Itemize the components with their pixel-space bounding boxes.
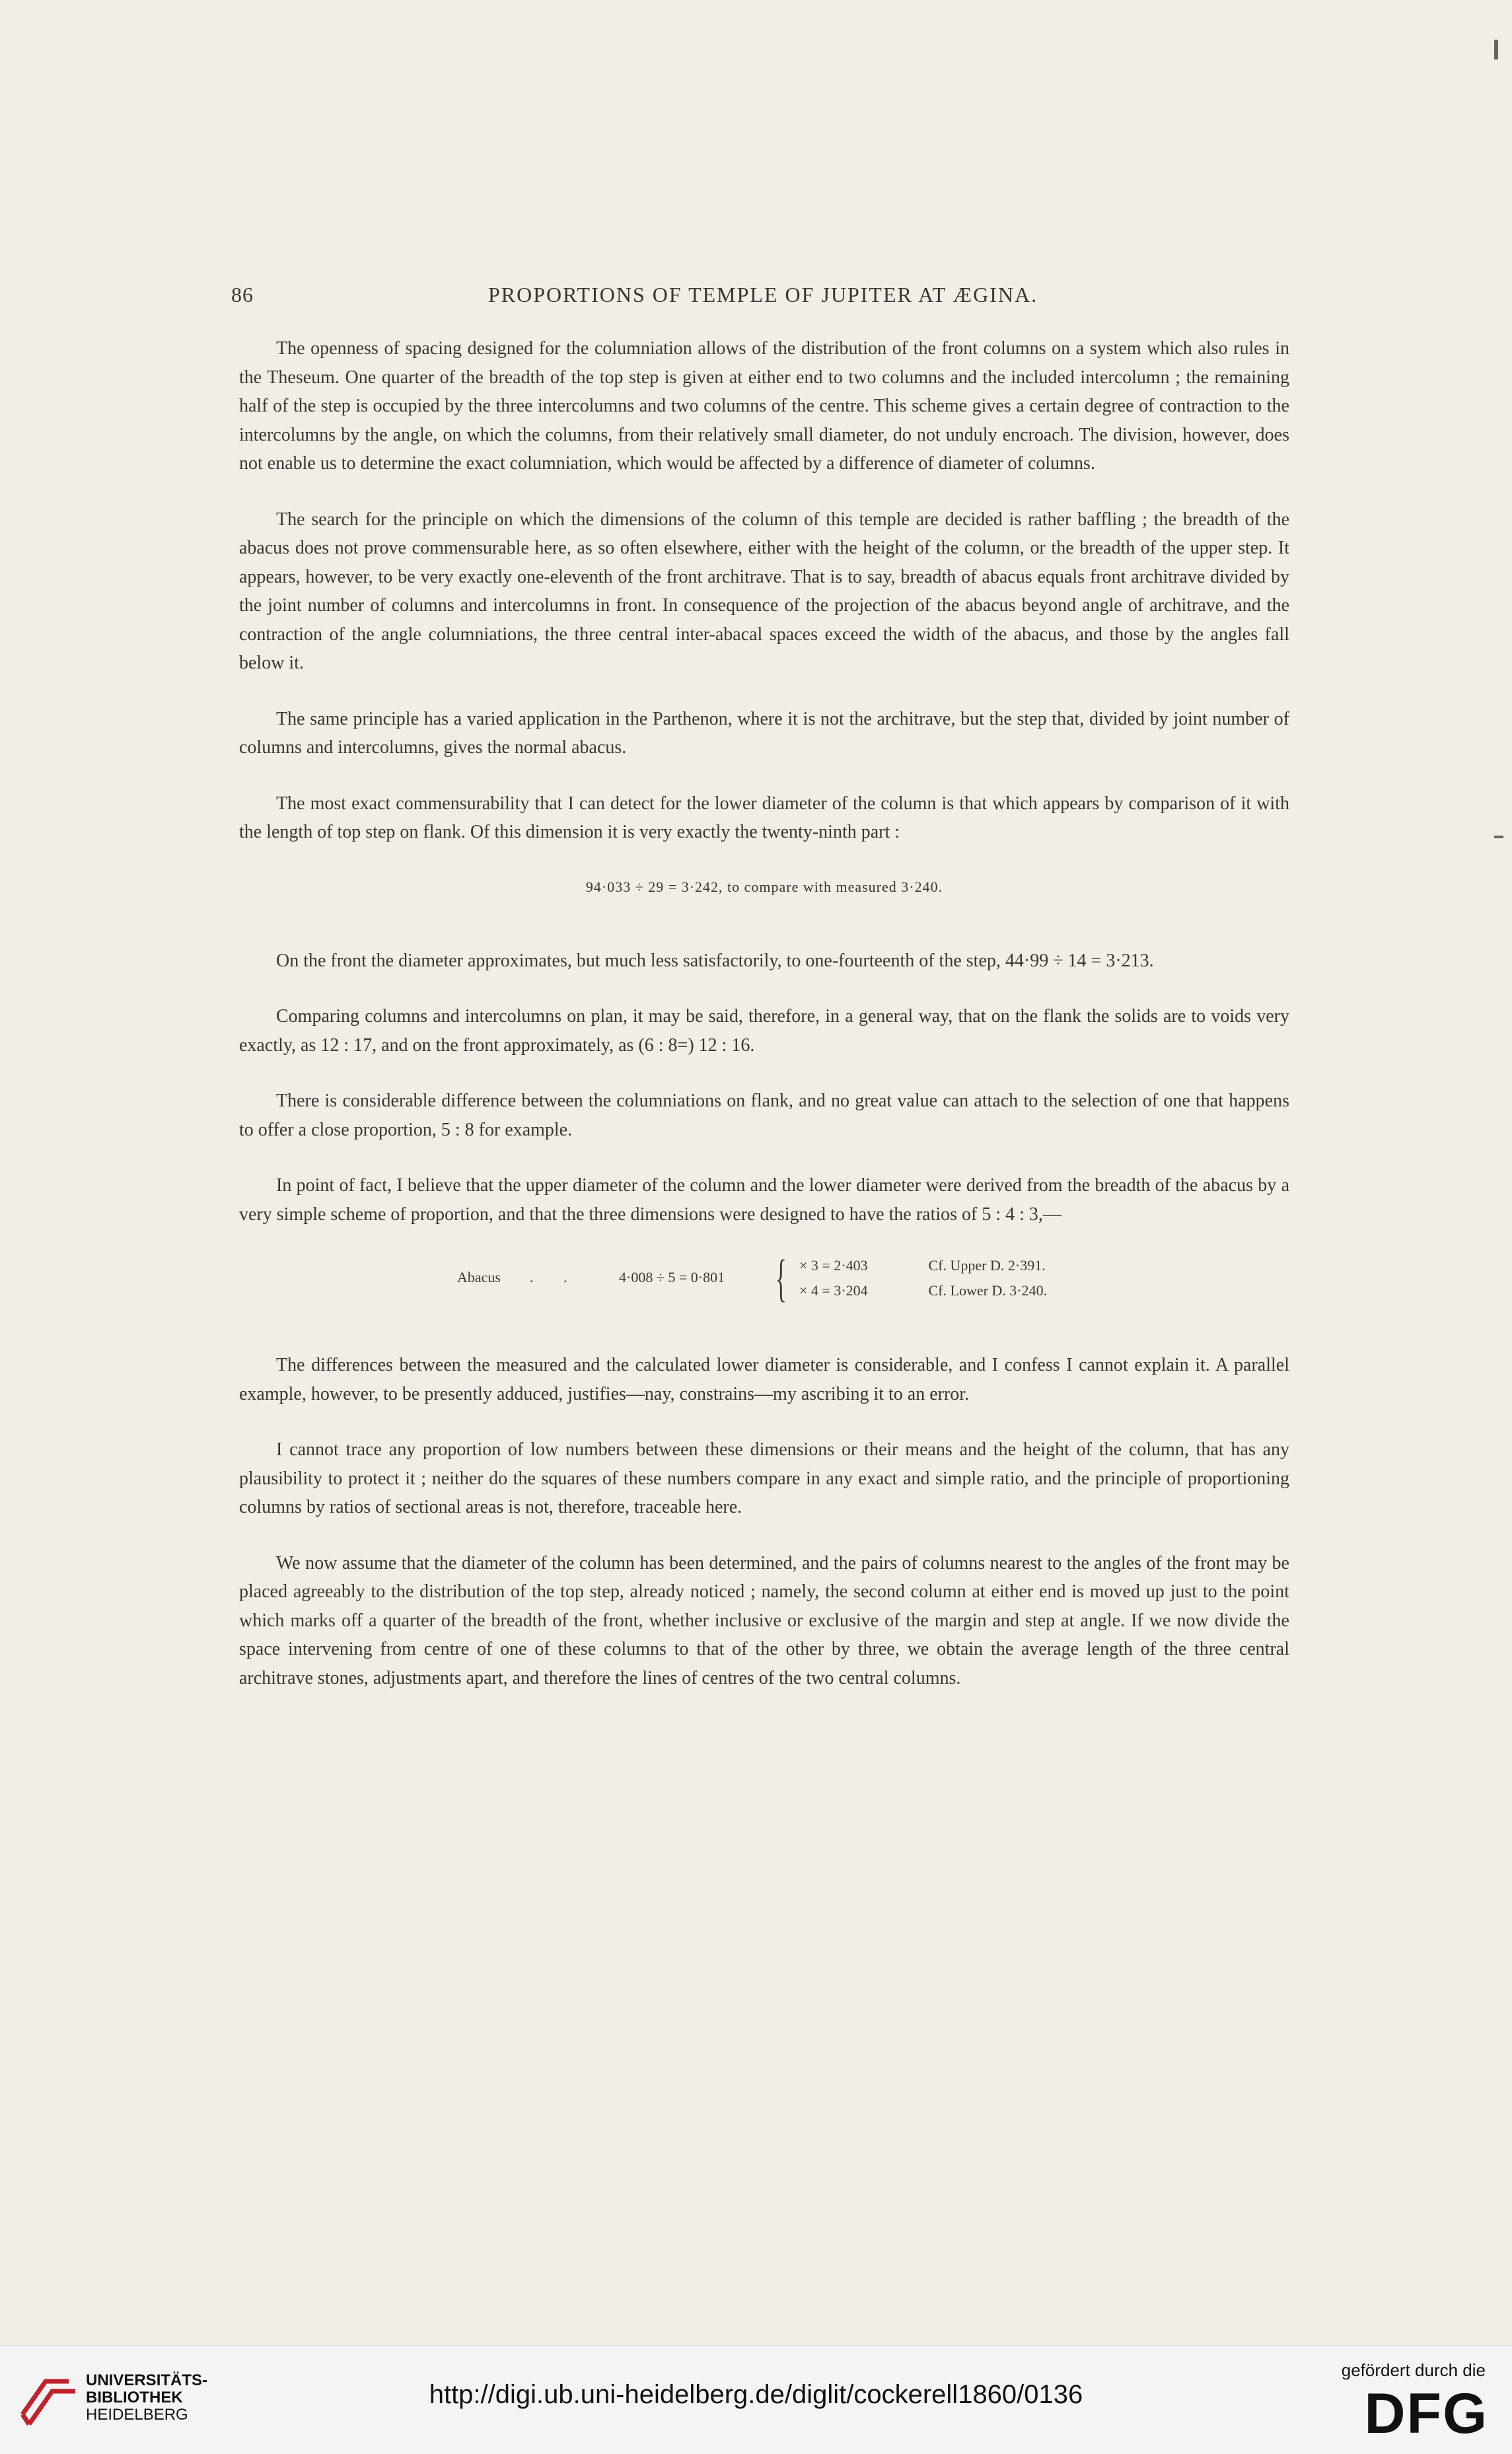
ratio-compare: Cf. Upper D. 2·391. — [928, 1257, 1046, 1274]
funder-label: gefördert durch die — [1341, 2360, 1486, 2380]
paragraph: The most exact commensurability that I can detect for the lower diameter of the column is that which appears by comparison of it with the length of top step on flank. Of this dimension it is very exactly the twenty-ninth part : — [239, 793, 1289, 842]
library-name: UNIVERSITÄTS- BIBLIOTHEK HEIDELBERG — [86, 2371, 208, 2424]
paragraph: The same principle has a varied application in the Parthenon, where it is not the architrave, but the step that, divided by joint number of columns and intercolumns, gives the normal abacus. — [239, 708, 1289, 758]
paragraph: Comparing columns and intercolumns on plan, it may be said, therefore, in a general way, that on the flank the solids are to voids very exactly, as 12 : 17, and on the front approximately, as (6 : 8=) 12 : 16. — [239, 1006, 1289, 1056]
viewer-footer — [0, 2345, 1512, 2454]
paragraph: I cannot trace any proportion of low numbers between these dimensions or their means and the height of the column, that has any plausibility to protect it ; neither do the squares of these numbers compare in any exact and simple ratio, and the principle of proportioning columns by ratios of sectional areas is not, therefore, traceable here. — [239, 1439, 1289, 1517]
margin-mark — [1494, 836, 1503, 838]
paragraph: The differences between the measured and the calculated lower diameter is considerable, and I confess I cannot explain it. A parallel example, however, to be presently adduced, justifies—nay, constrains—my ascribing it to an error. — [239, 1355, 1289, 1404]
ratio-row — [799, 1282, 1047, 1299]
ratio-leader-dots: . . — [530, 1269, 581, 1285]
paragraph: In point of fact, I believe that the upper diameter of the column and the lower diameter were derived from the breadth of the abacus by a very simple scheme of proportion, and that the three dimensions were designed to have the ratios of 5 : 4 : 3,— — [239, 1175, 1289, 1225]
ratio-result: × 4 = 3·204 — [799, 1282, 868, 1299]
paragraph: We now assume that the diameter of the column has been determined, and the pairs of columns nearest to the angles of the front may be placed agreeably to the distribution of the top step, already noticed ; namely, the second column at either end is moved up just to the point which marks off a quarter of the breadth of the front, whether inclusive or exclusive of the margin and step at angle. If we now divide the space intervening from centre of one of these columns to that of the other by three, we obtain the average length of the three central architrave stones, adjustments apart, and therefore the lines of centres of the two central columns. — [239, 1552, 1289, 1688]
ratio-result: × 3 = 2·403 — [799, 1257, 868, 1274]
formula-line: 94·033 ÷ 29 = 3·242, to compare with measured 3·240. — [585, 878, 943, 895]
text-body — [239, 334, 1289, 1719]
document-url-link[interactable]: http://digi.ub.uni-heidelberg.de/diglit/cockerell1860/0136 — [429, 2380, 1083, 2409]
page-title: PROPORTIONS OF TEMPLE OF JUPITER AT ÆGINA. — [487, 283, 1038, 307]
paragraph: The openness of spacing designed for the columniation allows of the distribution of the front columns on a system which also rules in the Theseum. One quarter of the breadth of the top step is given at either end to two columns and the included intercolumn ; the remaining half of the step is occupied by the three intercolumns and two columns of the centre. This scheme gives a certain degree of contraction to the intercolumns by the angle, on which the columns, from their relatively small diameter, do not unduly encroach. The division, however, does not enable us to determine the exact columniation, which would be affected by a difference of diameter of columns. — [239, 338, 1289, 474]
running-header — [231, 283, 1295, 316]
ratio-row — [799, 1257, 1046, 1274]
ratio-equation — [239, 1249, 1289, 1309]
paragraph: There is considerable difference between the columniations on flank, and no great value can attach to the selection of one that happens to offer a close proportion, 5 : 8 for example. — [239, 1091, 1289, 1140]
ratio-calc: 4·008 ÷ 5 = 0·801 — [619, 1269, 725, 1285]
brace-glyph: { — [775, 1249, 787, 1307]
page-number: 86 — [231, 283, 254, 307]
paragraph: On the front the diameter approximates, but much less satisfactorily, to one-fourteenth of the step, 44·99 ÷ 14 = 3·213. — [276, 950, 1154, 971]
ratio-label: Abacus — [457, 1269, 501, 1285]
margin-mark — [1494, 40, 1498, 59]
dfg-logo: DFG — [1364, 2382, 1488, 2445]
ratio-compare: Cf. Lower D. 3·240. — [928, 1282, 1048, 1299]
paragraph: The search for the principle on which the dimensions of the column of this temple are decided is rather baffling ; the breadth of the abacus does not prove commensurable here, as so often elsewhere, either with the height of the column, or the breadth of the upper step. It appears, however, to be very exactly one-eleventh of the front architrave. That is to say, breadth of abacus equals front architrave divided by the joint number of columns and intercolumns in front. In consequence of the projection of the abacus beyond angle of architrave, and the contraction of the angle columniations, the three central inter-abacal spaces exceed the width of the abacus, and those by the angles fall below it. — [239, 509, 1289, 673]
